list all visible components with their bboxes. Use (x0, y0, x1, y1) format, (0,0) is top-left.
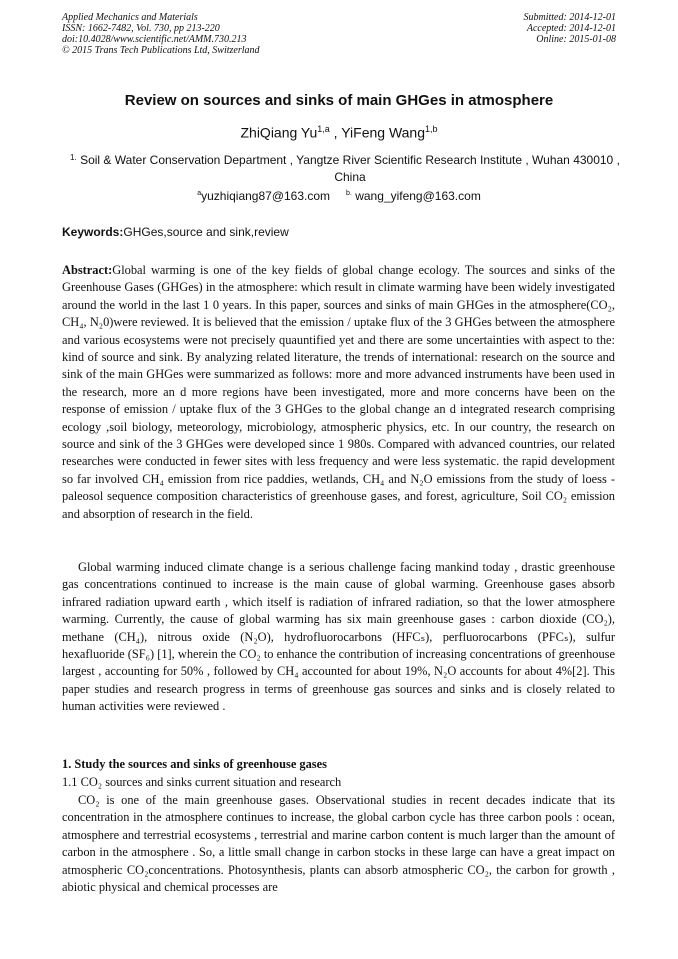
abstract-text: Global warming is one of the key fields of global change ecology. The sources and sinks of the Greenhouse Gases (GHGes) in the atmosphere: which result in climate warming have been widely investigated around the world in the last 1 0 years. In this paper, sources and sinks of main GHGes in the atmosphere(CO₂, CH₄, N₂0)were reviewed. It is believed that the emission / uptake flux of the 3 GHGes between the atmosphere and various ecosystems were not precisely quauntified yet and there are some uncertainties with aspect to the: kind of source and sink. By analyzing related literature, the trends of international: research on the source and sink of the main GHGes were summarized as follows: more and more advanced instruments have been used in the research, more an d more regions have been investigated, more and more concerns have been on the response of emission / uptake flux of the 3 GHGes to the global change an d integrated research comprising ecology ,soil biology, meteorology, microbiology, atmospheric physics, etc. In our country, the research on source and sink of the 3 GHGes were developed since 1 980s. Compared with advanced countries, our related researches were conducted in fewer sites with less frequency and were less systematic. the rapid development so far involved CH₄ emission from rice paddies, wetlands, CH₄ and N₂O emissions from the study of loess - paleosol sequence composition characteristics of greenhouse gases, and forest, agriculture, Soil CO₂ emission and absorption of research in the field. (62, 263, 615, 521)
author-list (0, 124, 678, 141)
affiliation-text: Soil & Water Conservation Department , Yangtze River Scientific Research Institute , Wuhan 430010 , China (80, 153, 620, 184)
affiliation (70, 152, 630, 186)
author-name: YiFeng Wang (341, 124, 425, 141)
journal-info (62, 12, 260, 56)
email-address[interactable]: yuzhiqiang87@163.com (201, 189, 331, 203)
journal-name: Applied Mechanics and Materials (62, 12, 198, 23)
paper-title: Review on sources and sinks of main GHGes in atmosphere (124, 92, 554, 109)
keywords (62, 225, 289, 239)
journal-copyright: © 2015 Trans Tech Publications Ltd, Switzerland (62, 45, 260, 56)
online-date: Online: 2015-01-08 (536, 34, 616, 45)
section-heading: 1. Study the sources and sinks of greenhouse gases (62, 757, 327, 771)
author-name: ZhiQiang Yu (240, 124, 318, 141)
submission-dates (524, 12, 617, 45)
submitted-date: Submitted: 2014-12-01 (523, 12, 616, 23)
journal-doi: doi:10.4028/www.scientific.net/AMM.730.213 (62, 34, 247, 45)
journal-issn: ISSN: 1662-7482, Vol. 730, pp 213-220 (62, 23, 220, 34)
keywords-separator: : (119, 225, 124, 239)
email-mark: a (197, 190, 202, 197)
author-emails (0, 189, 678, 203)
accepted-date: Accepted: 2014-12-01 (526, 23, 616, 34)
email-mark: b. (346, 190, 352, 197)
keywords-label: Keywords (62, 225, 120, 239)
affiliation-number: 1. (70, 153, 77, 162)
subsection-heading: 1.1 CO₂ sources and sinks current situation and research (62, 775, 342, 789)
email-address[interactable]: wang_yifeng@163.com (355, 189, 481, 203)
section-paragraph: CO₂ is one of the main greenhouse gases. Observational studies in recent decades indicate that its concentration in the atmosphere continues to increase, the global carbon cycle has three carbon pools : ocean, atmosphere and terrestrial ecosystems , terrestrial and marine carbon content is much larger than the amount of carbon in the atmosphere . So, a little small change in carbon stocks in these large can have a great impact on atmospheric CO₂concentrations. Photosynthesis, plants can absorb atmospheric CO₂, the carbon for growth , abiotic physical and chemical processes are (62, 793, 615, 895)
introduction-paragraph: Global warming induced climate change is a serious challenge facing mankind today , drastic greenhouse gas concentrations continued to increase is the main cause of global warming. Greenhouse gases absorb infrared radiation upward earth , which itself is radiation of infrared radiation, so that the lower atmosphere warming. Currently, the cause of global warming has six main greenhouse gases : carbon dioxide (CO₂), methane (CH₄), nitrous oxide (N₂O), hydrofluorocarbons (HFCₛ), perfluorocarbons (PFCₛ), sulfur hexafluoride (SF₆) [1], wherein the CO₂ to enhance the contribution of increasing concentrations of greenhouse largest , accounting for 50% , followed by CH₄ accounted for about 19%, N₂O accounts for about 4%[2]. This paper studies and research progress in terms of greenhouse gas sources and sinks and is closely related to human activities were reviewed . (62, 560, 615, 714)
author-affiliation-mark: 1,a (317, 124, 330, 134)
keywords-text: GHGes,source and sink,review (123, 225, 289, 239)
author-affiliation-mark: 1,b (425, 124, 438, 134)
abstract (62, 262, 615, 523)
abstract-separator: : (108, 263, 113, 277)
abstract-label: Abstract (62, 263, 109, 277)
author-separator: , (329, 124, 342, 141)
